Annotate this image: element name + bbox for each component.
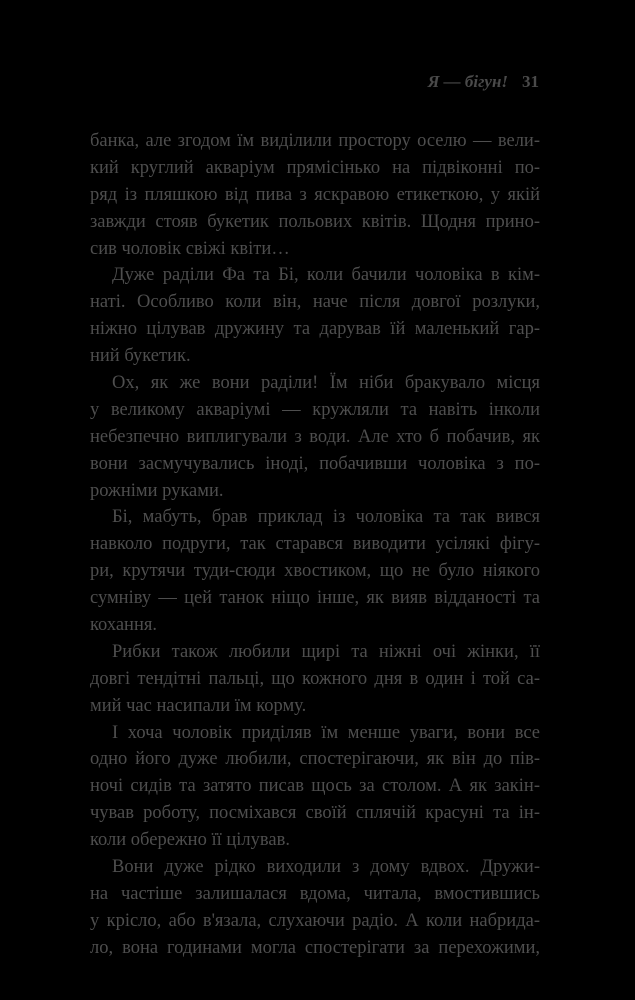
paragraph — [90, 639, 540, 720]
text-line: рожніми руками. — [90, 480, 224, 501]
text-line: Дуже раділи Фа та Бі, коли бачили чоловіка в кім- — [112, 265, 540, 286]
text-line: завжди стояв букетик польових квітів. Щодня прино- — [90, 211, 540, 232]
running-head-title: Я — бігун! — [427, 72, 508, 91]
text-line: ряд із пляшкою від пива з яскравою етикеткою, у якій — [90, 184, 540, 205]
text-line: Бі, мабуть, брав приклад із чоловіка та так вився — [112, 507, 540, 528]
text-line: сумніву — цей танок ніщо інше, як вияв відданості та — [90, 588, 540, 609]
paragraph — [90, 262, 540, 370]
text-line: ніжно цілував дружину та дарував їй маленький гар- — [90, 319, 540, 340]
text-line: І хоча чоловік приділяв їм менше уваги, вони все — [112, 722, 540, 743]
text-line: небезпечно виплигували з води. Але хто б побачив, як — [90, 426, 540, 447]
text-line: Вони дуже рідко виходили з дому вдвох. Дружи- — [112, 857, 540, 878]
text-line: кохання. — [90, 615, 157, 636]
page-number: 31 — [522, 72, 539, 91]
text-line: у великому акваріумі — кружляли та навіть інколи — [90, 399, 540, 420]
body-text — [90, 128, 540, 962]
text-line: на частіше залишалася вдома, читала, вмостившись — [90, 883, 540, 904]
text-line: кий круглий акваріум прямісінько на підвіконні по- — [90, 157, 540, 178]
paragraph — [90, 504, 540, 638]
text-line: банка, але згодом їм виділили простору оселю — вели- — [90, 131, 540, 151]
paragraph — [90, 854, 540, 962]
paragraph — [90, 128, 540, 262]
text-line: ночі сидів та затято писав щось за столом. А як закін- — [90, 776, 540, 797]
text-line: мий час насипали їм корму. — [90, 695, 307, 716]
running-head — [428, 72, 539, 92]
text-line: ло, вона годинами могла спостерігати за перехожими, — [90, 937, 540, 958]
text-line: Рибки також любили щирі та ніжні очі жінки, її — [112, 641, 540, 662]
text-line: одно його дуже любили, спостерігаючи, як він до пів- — [90, 749, 540, 770]
paragraph — [90, 370, 540, 504]
text-line: навколо подруги, так старався виводити усілякі фігу- — [90, 534, 540, 555]
text-line: ри, крутячи туди-сюди хвостиком, що не було ніякого — [90, 561, 540, 582]
text-line: коли обережно її цілував. — [90, 830, 290, 851]
text-line: ний букетик. — [90, 346, 191, 367]
text-line: довгі тендітні пальці, що кожного дня в один і той са- — [90, 668, 540, 689]
text-line: у крісло, або в'язала, слухаючи радіо. А коли набрида- — [90, 910, 540, 931]
text-line: наті. Особливо коли він, наче після довгої розлуки, — [90, 292, 540, 313]
text-line: Ох, як же вони раділи! Їм ніби бракувало місця — [112, 373, 540, 394]
text-line: сив чоловік свіжі квіти… — [90, 238, 290, 259]
paragraph — [90, 720, 540, 854]
text-line: вони засмучувались іноді, побачивши чоловіка з по- — [90, 453, 540, 474]
text-line: чував роботу, посміхався своїй сплячій красуні та ін- — [90, 803, 540, 824]
